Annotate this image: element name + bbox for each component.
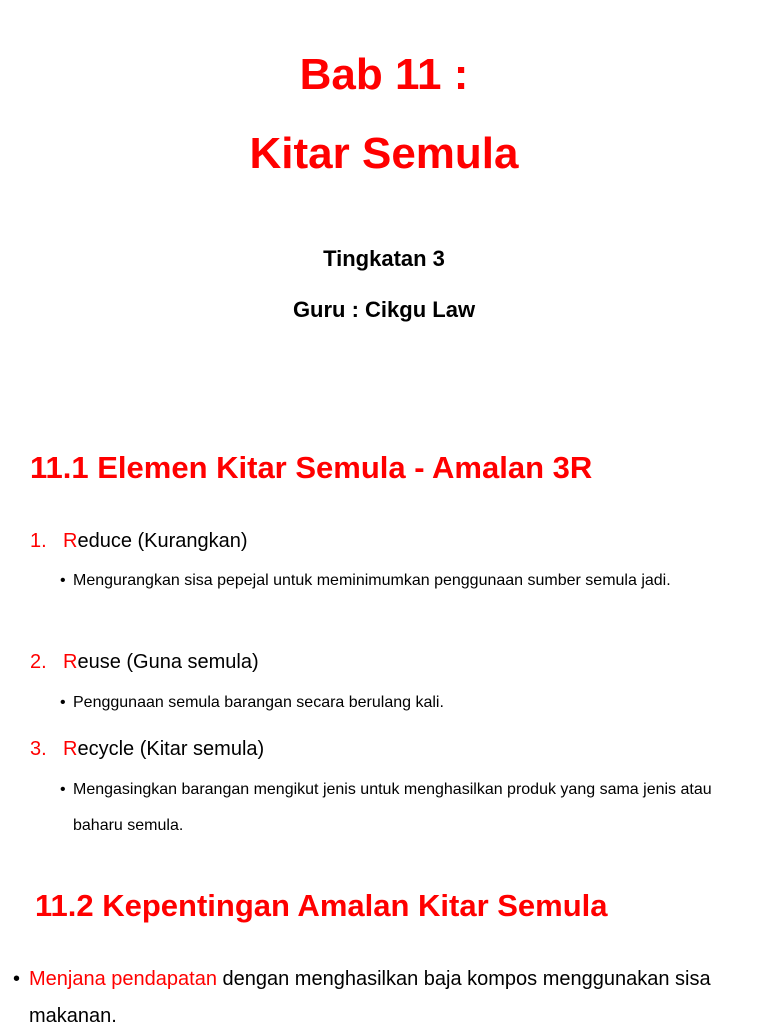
bullet-icon: •: [13, 968, 21, 990]
section-heading-11-2: 11.2 Kepentingan Amalan Kitar Semula: [35, 888, 608, 923]
page-title-line-2: Kitar Semula: [249, 129, 519, 178]
bullet-text: Mengurangkan sisa pepejal untuk meminimumkan penggunaan sumber semula jadi.: [73, 572, 671, 589]
list-label: euse (Guna semula): [77, 651, 259, 673]
list-item-recycle: [30, 737, 264, 761]
list-item-reuse: [30, 650, 259, 674]
form-label: Tingkatan 3: [323, 246, 445, 271]
bullet-text: Mengasingkan barangan mengikut jenis untuk menghasilkan produk yang sama jenis atau baharu semula.: [73, 781, 712, 834]
list-bullet-recycle: [60, 772, 760, 844]
list-item-reduce: [30, 529, 248, 553]
highlight-text: Menjana pendapatan: [29, 968, 217, 990]
list-label: educe (Kurangkan): [77, 530, 248, 552]
teacher-label: Guru : Cikgu Law: [292, 297, 476, 322]
bullet-icon: •: [60, 694, 66, 711]
list-bullet-reduce: [60, 563, 760, 599]
bullet-icon: •: [60, 572, 66, 589]
list-initial: R: [63, 651, 78, 673]
section-heading-11-1: 11.1 Elemen Kitar Semula - Amalan 3R: [30, 450, 593, 485]
list-number: 2.: [30, 651, 47, 673]
list-bullet-reuse: [60, 685, 760, 721]
bullet-text: dengan menghasilkan baja kompos menggunakan sisa makanan.: [29, 968, 711, 1027]
list-number: 1.: [30, 530, 47, 552]
list-initial: R: [63, 738, 78, 760]
bullet-text: Penggunaan semula barangan secara berulang kali.: [73, 694, 444, 711]
bullet-icon: •: [60, 781, 66, 798]
list-number: 3.: [30, 738, 47, 760]
page-title-line-1: Bab 11 :: [299, 50, 469, 99]
list-initial: R: [63, 530, 78, 552]
list-label: ecycle (Kitar semula): [77, 738, 265, 760]
